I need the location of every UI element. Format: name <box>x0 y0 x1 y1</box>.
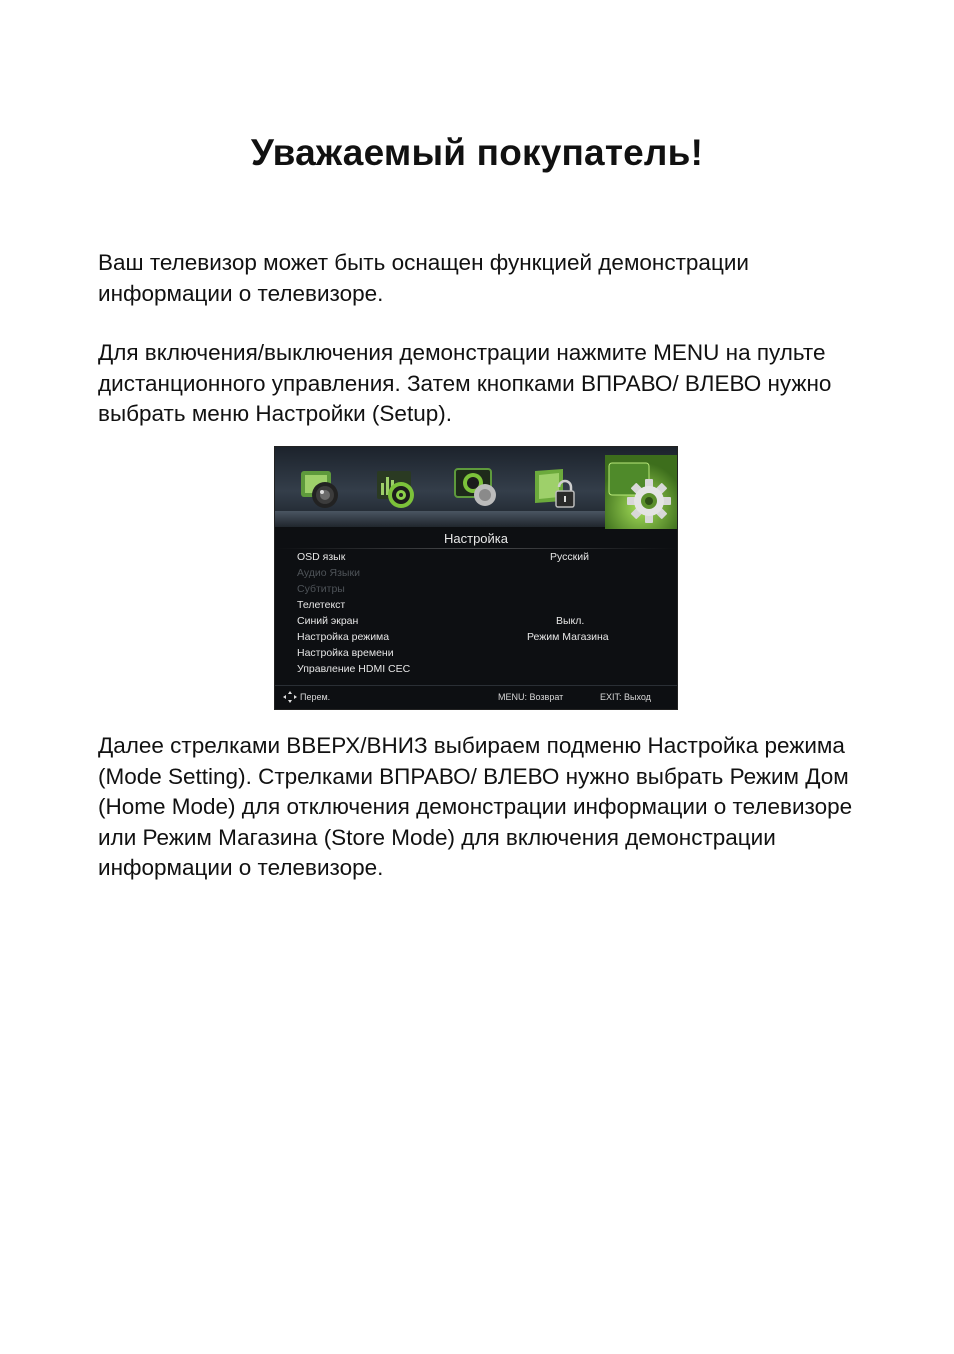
menu-item-osd-language[interactable]: OSD язык <box>297 551 346 563</box>
menu-value-osd-language: Русский <box>550 551 589 563</box>
menu-item-mode-setting[interactable]: Настройка режима <box>297 631 390 643</box>
intro-paragraph: Ваш телевизор может быть оснащен функцией демонстрации информации о телевизоре. <box>98 250 749 306</box>
footer-exit-hint: EXIT: Выход <box>600 692 651 702</box>
mode-setting-paragraph: Далее стрелками ВВЕРХ/ВНИЗ выбираем подменю Настройка режима (Mode Setting). Стрелками ВПРАВО/ ВЛЕВО нужно выбрать Режим Дом (Home Mode) для отключения демонстрации информации о телевизоре или Режим Магазина (Store Mode) для включения демонстрации информации о телевизоре. <box>98 733 853 880</box>
instruction-paragraph: Для включения/выключения демонстрации нажмите MENU на пульте дистанционного управления. Затем кнопками ВПРАВО/ ВЛЕВО нужно выбрать меню Настройки (Setup). <box>98 340 832 426</box>
footer-move-hint: Перем. <box>300 692 331 702</box>
menu-item-time-setting[interactable]: Настройка времени <box>297 647 394 659</box>
sound-icon[interactable] <box>373 465 425 511</box>
menu-item-audio-languages: Аудио Языки <box>297 567 360 579</box>
menu-value-mode-setting: Режим Магазина <box>527 631 609 643</box>
menu-item-teletext[interactable]: Телетекст <box>297 599 346 611</box>
tv-menu-screenshot <box>274 446 678 710</box>
picture-icon[interactable] <box>295 465 347 511</box>
lock-icon[interactable] <box>529 465 581 511</box>
footer-menu-hint: MENU: Возврат <box>498 692 564 702</box>
page-title: Уважаемый покупатель! <box>250 132 704 173</box>
move-arrows-icon <box>283 691 297 703</box>
menu-item-hdmi-cec[interactable]: Управление HDMI CEC <box>297 663 411 675</box>
menu-item-blue-screen[interactable]: Синий экран <box>297 615 359 627</box>
menu-item-subtitles: Субтитры <box>297 583 345 595</box>
menu-value-blue-screen: Выкл. <box>556 615 585 627</box>
tv-menu-heading: Настройка <box>444 531 508 546</box>
channel-icon[interactable] <box>451 465 503 511</box>
setup-gear-icon[interactable] <box>605 455 677 529</box>
